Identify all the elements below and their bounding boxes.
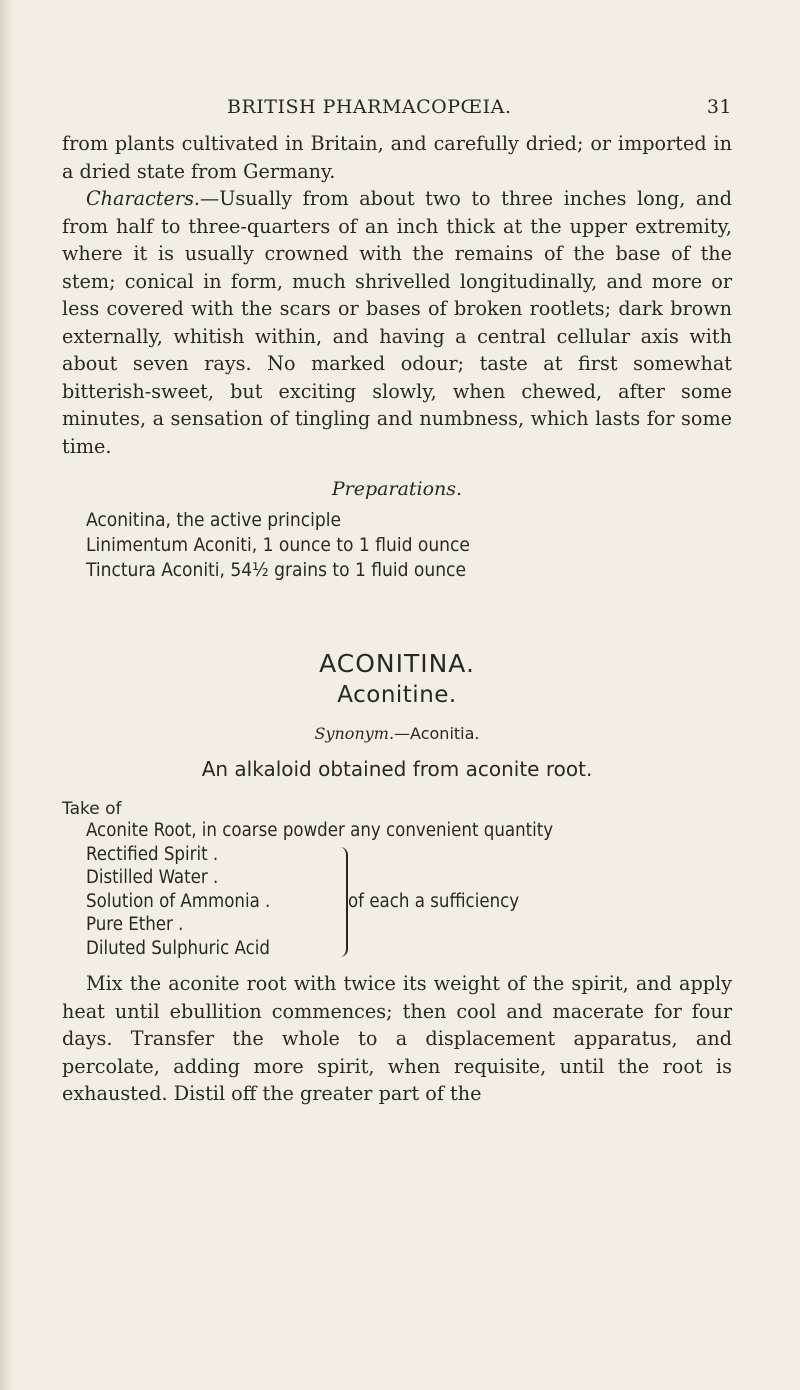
book-spine-shadow xyxy=(0,0,14,1390)
running-head-title: BRITISH PHARMACOPŒIA. xyxy=(227,96,512,118)
ingredient-item: Pure Ether . xyxy=(86,914,184,935)
ingredient-aconite-root: Aconite Root, in coarse powder any convenient quantity xyxy=(86,820,554,841)
method-paragraph: Mix the aconite root with twice its weight of the spirit, and apply heat until ebullition commences; then cool and macerate for four days. Transfer the whole to a displacement apparatus, and percolate, adding more spirit, when requisite, until the root is exhausted. Distil off the greater part of the xyxy=(62,972,732,1105)
ingredient-item: Rectified Spirit . xyxy=(86,843,219,865)
ingredient-brace-group xyxy=(86,843,732,961)
synonym-label: Synonym. xyxy=(314,724,395,743)
ingredient-list xyxy=(62,819,732,960)
preparations-list xyxy=(62,508,732,583)
page xyxy=(62,96,732,1108)
characters-text: —Usually from about two to three inches long, and from half to three-quarters of an inch thick at the upper extremity, where it is usually crowned with the remains of the base of the stem; conical in form, much shrivelled longitudinally, and more or less covered with the scars or bases of broken rootlets; dark brown externally, whitish within, and having a central cellular axis with about seven rays. No marked odour; taste at first somewhat bitterish-sweet, but exciting slowly, when chewed, after some minutes, a sensation of tingling and numbness, which lasts for some time. xyxy=(62,187,732,458)
synonym-line xyxy=(62,724,732,743)
preparation-item: Linimentum Aconiti, 1 ounce to 1 fluid ounce xyxy=(86,534,470,556)
monograph-subtitle: Aconitine. xyxy=(337,682,457,708)
page-number: 31 xyxy=(706,96,732,118)
running-head xyxy=(62,96,732,130)
ingredient-item: Solution of Ammonia . xyxy=(86,890,271,912)
preparation-item: Tinctura Aconiti, 54½ grains to 1 fluid ounce xyxy=(86,559,466,581)
synonym-value: —Aconitia. xyxy=(394,724,480,743)
characters-paragraph xyxy=(62,185,732,460)
monograph-title: ACONITINA. xyxy=(319,649,475,678)
ingredient-item: Diluted Sulphuric Acid xyxy=(86,937,270,959)
preparation-item: Aconitina, the active principle xyxy=(86,509,342,531)
preparations-heading: Preparations. xyxy=(331,478,463,500)
source-paragraph: from plants cultivated in Britain, and carefully dried; or imported in a dried state from Germany. xyxy=(62,132,732,183)
characters-label: Characters. xyxy=(86,187,201,210)
take-of-label: Take of xyxy=(62,799,122,819)
group-quantity: of each a sufficiency xyxy=(348,890,520,912)
monograph-description: An alkaloid obtained from aconite root. xyxy=(201,757,593,781)
curly-brace xyxy=(338,847,348,957)
ingredient-item: Distilled Water . xyxy=(86,867,219,888)
